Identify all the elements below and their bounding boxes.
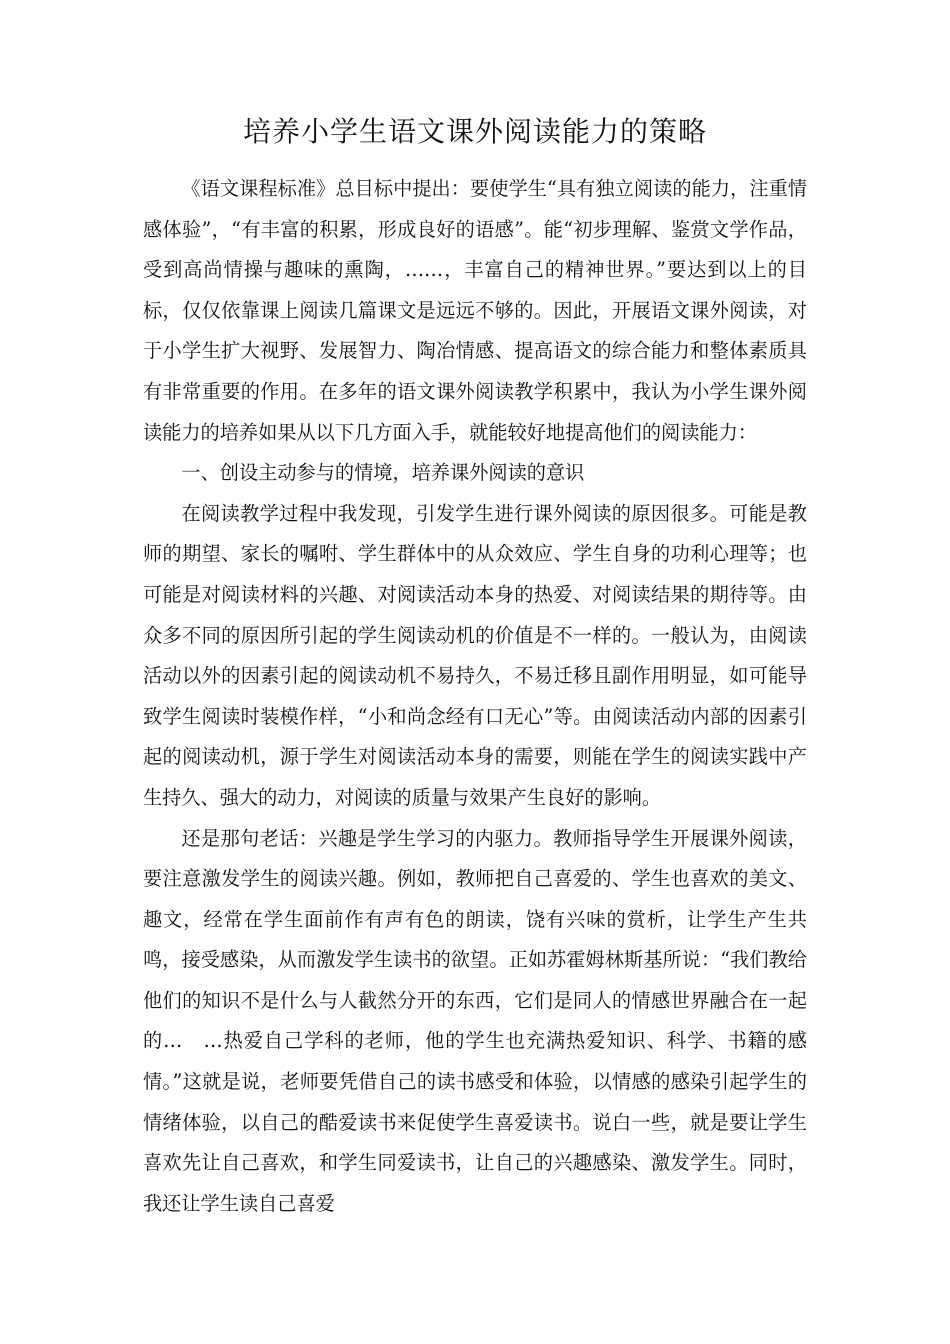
document-body [143,169,807,1224]
paragraph-interest: 还是那句老话：兴趣是学生学习的内驱力。教师指导学生开展课外阅读，要注意激发学生的阅读兴趣。例如，教师把自己喜爱的、学生也喜欢的美文、趣文，经常在学生面前作有声有色的朗读，饶有兴味的赏析，让学生产生共鸣，接受感染，从而激发学生读书的欲望。正如苏霍姆林斯基所说：“我们教给他们的知识不是什么与人截然分开的东西，它们是同人的情感世界融合在一起的… …热爱自己学科的老师，他的学生也充满热爱知识、科学、书籍的感情。”这就是说，老师要凭借自己的读书感受和体验，以情感的感染引起学生的情绪体验，以自己的酷爱读书来促使学生喜爱读书。说白一些，就是要让学生喜欢先让自己喜欢，和学生同爱读书，让自己的兴趣感染、激发学生。同时，我还让学生读自己喜爱 [143,826,807,1215]
section-heading: 一、创设主动参与的情境，培养课外阅读的意识 [181,461,585,485]
document-title: 培养小学生语文课外阅读能力的策略 [242,115,707,148]
paragraph-intro: 《语文课程标准》总目标中提出：要使学生“具有独立阅读的能力，注重情感体验”，“有丰富的积累，形成良好的语感”。能“初步理解、鉴赏文学作品，受到高尚情操与趣味的熏陶，……，丰富自己的精神世界。”要达到以上的目标，仅仅依靠课上阅读几篇课文是远远不够的。因此，开展语文课外阅读，对于小学生扩大视野、发展智力、陶冶情感、提高语文的综合能力和整体素质具有非常重要的作用。在多年的语文课外阅读教学积累中，我认为小学生课外阅读能力的培养如果从以下几方面入手，就能较好地提高他们的阅读能力： [143,177,807,444]
paragraph-motivation: 在阅读教学过程中我发现，引发学生进行课外阅读的原因很多。可能是教师的期望、家长的嘱咐、学生群体中的从众效应、学生自身的功利心理等；也可能是对阅读材料的兴趣、对阅读活动本身的热爱、对阅读结果的期待等。由众多不同的原因所引起的学生阅读动机的价值是不一样的。一般认为，由阅读活动以外的因素引起的阅读动机不易持久，不易迁移且副作用明显，如可能导致学生阅读时装模作样，“小和尚念经有口无心”等。由阅读活动内部的因素引起的阅读动机，源于学生对阅读活动本身的需要，则能在学生的阅读实践中产生持久、强大的动力，对阅读的质量与效果产生良好的影响。 [143,501,807,809]
